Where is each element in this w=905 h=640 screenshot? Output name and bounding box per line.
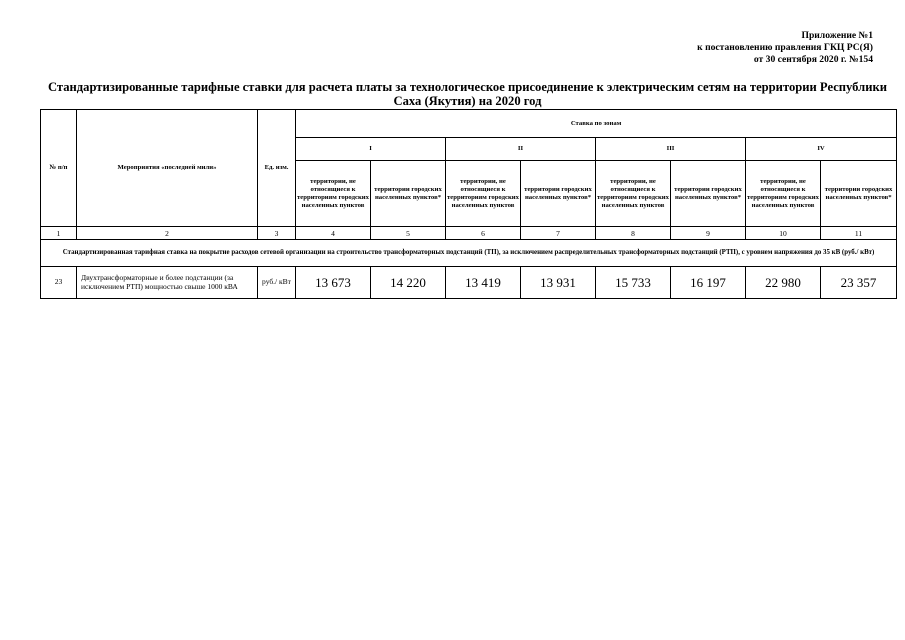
value-zone-3-non-urban: 15 733	[596, 267, 671, 299]
header-num: № п/п	[41, 110, 77, 227]
col-number: 2	[77, 227, 258, 240]
col-number: 5	[371, 227, 446, 240]
zone-2-non-urban: территории, не относящиеся к территориям городских населенных пунктов	[446, 161, 521, 227]
zone-1-non-urban: территории, не относящиеся к территориям городских населенных пунктов	[296, 161, 371, 227]
annex-line-2: к постановлению правления ГКЦ РС(Я)	[697, 42, 873, 53]
col-number: 10	[746, 227, 821, 240]
zone-3: III	[596, 138, 746, 161]
zone-2-urban: территории городских населенных пунктов*	[521, 161, 596, 227]
section-row	[41, 240, 897, 267]
value-zone-4-urban: 23 357	[821, 267, 897, 299]
value-zone-1-non-urban: 13 673	[296, 267, 371, 299]
zone-2: II	[446, 138, 596, 161]
col-number: 8	[596, 227, 671, 240]
annex-header	[697, 30, 873, 66]
col-number: 4	[296, 227, 371, 240]
col-number: 7	[521, 227, 596, 240]
column-numbers-row	[41, 227, 897, 240]
zone-4-non-urban: территории, не относящиеся к территориям городских населенных пунктов	[746, 161, 821, 227]
col-number: 1	[41, 227, 77, 240]
zone-1: I	[296, 138, 446, 161]
tariff-table	[40, 109, 897, 299]
zone-3-urban: территории городских населенных пунктов*	[671, 161, 746, 227]
row-unit: руб./ кВт	[258, 267, 296, 299]
header-event: Мероприятия «последней мили»	[77, 110, 258, 227]
table-row	[41, 267, 897, 299]
col-number: 11	[821, 227, 897, 240]
col-number: 9	[671, 227, 746, 240]
value-zone-2-non-urban: 13 419	[446, 267, 521, 299]
header-unit: Ед. изм.	[258, 110, 296, 227]
row-event: Двухтрансформаторные и более подстанции (за исключением РТП) мощностью свыше 1000 кВА	[77, 267, 258, 299]
col-number: 3	[258, 227, 296, 240]
value-zone-3-urban: 16 197	[671, 267, 746, 299]
section-title: Стандартизированная тарифная ставка на покрытие расходов сетевой организации на строительство трансформаторных подстанций (ТП), за исключением распределительных трансформаторных подстанций (РТП), с уровнем напряжения до 35 кВ (руб./ кВт)	[41, 240, 897, 267]
zone-1-urban: территории городских населенных пунктов*	[371, 161, 446, 227]
value-zone-2-urban: 13 931	[521, 267, 596, 299]
row-number: 23	[41, 267, 77, 299]
value-zone-1-urban: 14 220	[371, 267, 446, 299]
annex-line-3: от 30 сентября 2020 г. №154	[753, 54, 873, 65]
value-zone-4-non-urban: 22 980	[746, 267, 821, 299]
zone-3-non-urban: территории, не относящиеся к территориям городских населенных пунктов	[596, 161, 671, 227]
zone-4: IV	[746, 138, 897, 161]
header-rates: Ставка по зонам	[296, 110, 897, 138]
zone-4-urban: территории городских населенных пунктов*	[821, 161, 897, 227]
col-number: 6	[446, 227, 521, 240]
document-title: Стандартизированные тарифные ставки для расчета платы за технологическое присоединение к электрическим сетям на территории Республики Саха (Якутия) на 2020 год	[47, 80, 887, 108]
annex-line-1: Приложение №1	[801, 30, 873, 41]
